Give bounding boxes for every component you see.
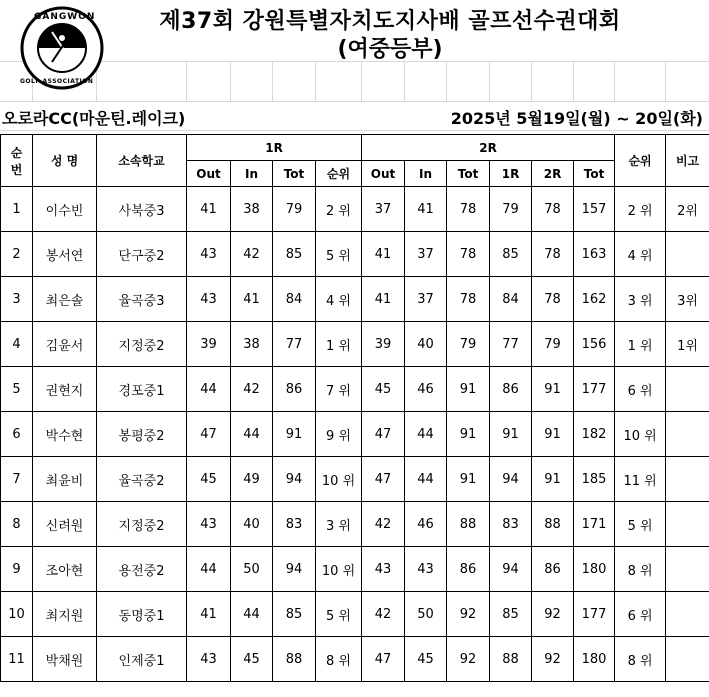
table-row [1, 232, 709, 277]
cell-name: 이수빈 [33, 187, 97, 232]
cell-r1-tot: 83 [273, 502, 316, 547]
cell-r1-in: 44 [231, 412, 273, 457]
cell-school: 단구중2 [97, 232, 187, 277]
cell-total: 156 [574, 322, 615, 367]
cell-r1-in: 41 [231, 277, 273, 322]
cell-r2-tot: 78 [447, 187, 490, 232]
date-label: 2025년 5월19일(월) ~ 20일(화) [450, 109, 703, 128]
sheet-gridline [186, 62, 187, 102]
cell-r2-tot: 92 [447, 637, 490, 682]
cell-r1-tot: 91 [273, 412, 316, 457]
cell-r2-in: 37 [405, 277, 447, 322]
sheet-gridline [272, 62, 273, 102]
cell-no: 4 [1, 322, 33, 367]
sheet-gridline [0, 130, 709, 131]
cell-total-r2: 91 [532, 457, 574, 502]
cell-total: 177 [574, 592, 615, 637]
cell-no: 6 [1, 412, 33, 457]
sheet-gridline [665, 62, 666, 102]
table-row [1, 457, 709, 502]
cell-r1-tot: 77 [273, 322, 316, 367]
header-r1-in: In [231, 161, 273, 187]
cell-total-r1: 83 [490, 502, 532, 547]
cell-note: 2위 [666, 187, 709, 232]
cell-total-r2: 92 [532, 637, 574, 682]
cell-name: 박수현 [33, 412, 97, 457]
cell-total-r1: 94 [490, 457, 532, 502]
cell-total: 177 [574, 367, 615, 412]
cell-r1-out: 41 [187, 592, 231, 637]
sheet-gridline [0, 101, 709, 102]
header-total: Tot [574, 161, 615, 187]
cell-r1-out: 44 [187, 367, 231, 412]
cell-r1-pos: 10 위 [316, 457, 362, 502]
cell-no: 5 [1, 367, 33, 412]
cell-name: 최윤비 [33, 457, 97, 502]
cell-r1-tot: 86 [273, 367, 316, 412]
cell-note: 3위 [666, 277, 709, 322]
cell-rank: 5 위 [615, 502, 666, 547]
cell-school: 율곡중3 [97, 277, 187, 322]
header-final-rank: 순위 [615, 135, 666, 187]
cell-r1-in: 38 [231, 322, 273, 367]
cell-r2-out: 41 [362, 277, 405, 322]
cell-r2-tot: 91 [447, 367, 490, 412]
cell-note [666, 592, 709, 637]
cell-no: 2 [1, 232, 33, 277]
header-r1-tot: Tot [273, 161, 316, 187]
cell-school: 율곡중2 [97, 457, 187, 502]
logo-side-text: GOLF ASSOCIATION [20, 78, 94, 85]
cell-name: 최은솔 [33, 277, 97, 322]
cell-r2-in: 46 [405, 502, 447, 547]
cell-r1-out: 43 [187, 232, 231, 277]
logo-top-text: GANGWON [34, 12, 96, 22]
cell-total: 182 [574, 412, 615, 457]
header-r1-out: Out [187, 161, 231, 187]
cell-r1-in: 42 [231, 367, 273, 412]
page-title: 제37회 강원특별자치도지사배 골프선수권대회 [159, 9, 621, 34]
cell-school: 지정중2 [97, 502, 187, 547]
cell-r2-in: 44 [405, 457, 447, 502]
cell-r1-tot: 85 [273, 592, 316, 637]
cell-note: 1위 [666, 322, 709, 367]
cell-total: 163 [574, 232, 615, 277]
results-table [0, 134, 709, 682]
cell-r2-tot: 92 [447, 592, 490, 637]
cell-r2-in: 46 [405, 367, 447, 412]
cell-r2-tot: 91 [447, 412, 490, 457]
cell-r2-tot: 78 [447, 277, 490, 322]
cell-r2-tot: 79 [447, 322, 490, 367]
cell-r2-out: 37 [362, 187, 405, 232]
cell-total: 171 [574, 502, 615, 547]
cell-r1-out: 44 [187, 547, 231, 592]
header-r2-tot: Tot [447, 161, 490, 187]
table-row [1, 412, 709, 457]
cell-name: 박채원 [33, 637, 97, 682]
header-round2: 2R [362, 135, 615, 161]
cell-total-r1: 88 [490, 637, 532, 682]
cell-total: 180 [574, 637, 615, 682]
cell-r1-out: 39 [187, 322, 231, 367]
cell-note [666, 412, 709, 457]
cell-total: 180 [574, 547, 615, 592]
cell-rank: 6 위 [615, 592, 666, 637]
cell-total-r2: 78 [532, 277, 574, 322]
cell-r1-out: 47 [187, 412, 231, 457]
header-note: 비고 [666, 135, 709, 187]
table-row [1, 277, 709, 322]
table-row [1, 322, 709, 367]
page-subtitle: (여중등부) [337, 37, 443, 62]
cell-no: 1 [1, 187, 33, 232]
cell-r1-in: 44 [231, 592, 273, 637]
cell-r1-out: 43 [187, 637, 231, 682]
cell-total-r2: 91 [532, 412, 574, 457]
cell-r1-tot: 94 [273, 457, 316, 502]
cell-rank: 10 위 [615, 412, 666, 457]
cell-rank: 8 위 [615, 637, 666, 682]
cell-school: 경포중1 [97, 367, 187, 412]
cell-no: 8 [1, 502, 33, 547]
cell-r2-out: 45 [362, 367, 405, 412]
table-row [1, 367, 709, 412]
header-total-r1: 1R [490, 161, 532, 187]
cell-r1-in: 45 [231, 637, 273, 682]
header-name: 성 명 [33, 135, 97, 187]
cell-no: 3 [1, 277, 33, 322]
sheet-gridline [315, 62, 316, 102]
cell-r1-in: 50 [231, 547, 273, 592]
cell-r1-pos: 10 위 [316, 547, 362, 592]
cell-r1-tot: 85 [273, 232, 316, 277]
cell-total-r1: 77 [490, 322, 532, 367]
cell-r1-in: 49 [231, 457, 273, 502]
cell-total-r1: 91 [490, 412, 532, 457]
cell-r2-out: 42 [362, 502, 405, 547]
cell-r2-in: 37 [405, 232, 447, 277]
sheet-gridline [404, 62, 405, 102]
cell-school: 지정중2 [97, 322, 187, 367]
cell-school: 사북중3 [97, 187, 187, 232]
cell-total: 157 [574, 187, 615, 232]
cell-total-r2: 79 [532, 322, 574, 367]
cell-total-r1: 86 [490, 367, 532, 412]
cell-name: 봉서연 [33, 232, 97, 277]
cell-r1-pos: 4 위 [316, 277, 362, 322]
cell-r1-tot: 94 [273, 547, 316, 592]
cell-rank: 6 위 [615, 367, 666, 412]
cell-name: 조아현 [33, 547, 97, 592]
header-school: 소속학교 [97, 135, 187, 187]
cell-r2-in: 43 [405, 547, 447, 592]
sheet-gridline [614, 62, 615, 102]
cell-no: 9 [1, 547, 33, 592]
cell-name: 신려원 [33, 502, 97, 547]
header-r1-pos: 순위 [316, 161, 362, 187]
cell-rank: 3 위 [615, 277, 666, 322]
cell-note [666, 232, 709, 277]
cell-school: 인제중1 [97, 637, 187, 682]
cell-rank: 8 위 [615, 547, 666, 592]
sheet-gridline [489, 62, 490, 102]
cell-total-r2: 91 [532, 367, 574, 412]
cell-total-r1: 79 [490, 187, 532, 232]
cell-no: 11 [1, 637, 33, 682]
cell-note [666, 637, 709, 682]
cell-total-r2: 92 [532, 592, 574, 637]
cell-total-r1: 85 [490, 232, 532, 277]
cell-r1-in: 40 [231, 502, 273, 547]
cell-r1-tot: 79 [273, 187, 316, 232]
header-row-1 [1, 135, 709, 161]
cell-r1-out: 41 [187, 187, 231, 232]
cell-total-r2: 86 [532, 547, 574, 592]
cell-r2-out: 47 [362, 457, 405, 502]
cell-total-r2: 78 [532, 232, 574, 277]
cell-rank: 4 위 [615, 232, 666, 277]
cell-school: 봉평중2 [97, 412, 187, 457]
cell-r1-in: 38 [231, 187, 273, 232]
cell-r1-in: 42 [231, 232, 273, 277]
cell-r2-out: 47 [362, 412, 405, 457]
cell-r1-pos: 7 위 [316, 367, 362, 412]
cell-r1-pos: 2 위 [316, 187, 362, 232]
cell-r1-pos: 1 위 [316, 322, 362, 367]
cell-r1-pos: 9 위 [316, 412, 362, 457]
cell-total: 185 [574, 457, 615, 502]
cell-r2-out: 41 [362, 232, 405, 277]
cell-total-r1: 94 [490, 547, 532, 592]
cell-r2-in: 50 [405, 592, 447, 637]
cell-r2-in: 40 [405, 322, 447, 367]
cell-r2-tot: 91 [447, 457, 490, 502]
table-row [1, 502, 709, 547]
cell-total-r1: 85 [490, 592, 532, 637]
table-row [1, 637, 709, 682]
cell-r1-pos: 5 위 [316, 232, 362, 277]
cell-rank: 1 위 [615, 322, 666, 367]
cell-note [666, 502, 709, 547]
cell-name: 권현지 [33, 367, 97, 412]
table-row [1, 547, 709, 592]
cell-note [666, 547, 709, 592]
header-r2-in: In [405, 161, 447, 187]
cell-total-r2: 88 [532, 502, 574, 547]
sheet-gridline [230, 62, 231, 102]
cell-r2-out: 47 [362, 637, 405, 682]
sheet-gridline [531, 62, 532, 102]
cell-school: 용전중2 [97, 547, 187, 592]
cell-r2-tot: 88 [447, 502, 490, 547]
cell-no: 10 [1, 592, 33, 637]
cell-note [666, 367, 709, 412]
cell-no: 7 [1, 457, 33, 502]
table-row [1, 187, 709, 232]
sheet-gridline [446, 62, 447, 102]
sheet-gridline [573, 62, 574, 102]
cell-total-r2: 78 [532, 187, 574, 232]
cell-r2-out: 43 [362, 547, 405, 592]
table-row [1, 592, 709, 637]
cell-r1-out: 43 [187, 277, 231, 322]
cell-r1-out: 43 [187, 502, 231, 547]
cell-r2-tot: 86 [447, 547, 490, 592]
header-total-r2: 2R [532, 161, 574, 187]
cell-r2-out: 39 [362, 322, 405, 367]
cell-rank: 11 위 [615, 457, 666, 502]
cell-r2-in: 45 [405, 637, 447, 682]
cell-r1-out: 45 [187, 457, 231, 502]
cell-r1-pos: 5 위 [316, 592, 362, 637]
cell-r2-in: 44 [405, 412, 447, 457]
cell-total-r1: 84 [490, 277, 532, 322]
cell-note [666, 457, 709, 502]
cell-r1-pos: 8 위 [316, 637, 362, 682]
cell-r1-pos: 3 위 [316, 502, 362, 547]
cell-r2-in: 41 [405, 187, 447, 232]
cell-name: 최지원 [33, 592, 97, 637]
cell-rank: 2 위 [615, 187, 666, 232]
sheet-gridline [361, 62, 362, 102]
header-r2-out: Out [362, 161, 405, 187]
cell-r1-tot: 84 [273, 277, 316, 322]
header-round1: 1R [187, 135, 362, 161]
venue-label: 오로라CC(마운틴.레이크) [2, 109, 186, 128]
cell-total: 162 [574, 277, 615, 322]
header-rank-no: 순 번 [1, 135, 33, 187]
cell-r2-out: 42 [362, 592, 405, 637]
cell-r1-tot: 88 [273, 637, 316, 682]
cell-r2-tot: 78 [447, 232, 490, 277]
cell-school: 동명중1 [97, 592, 187, 637]
cell-name: 김윤서 [33, 322, 97, 367]
